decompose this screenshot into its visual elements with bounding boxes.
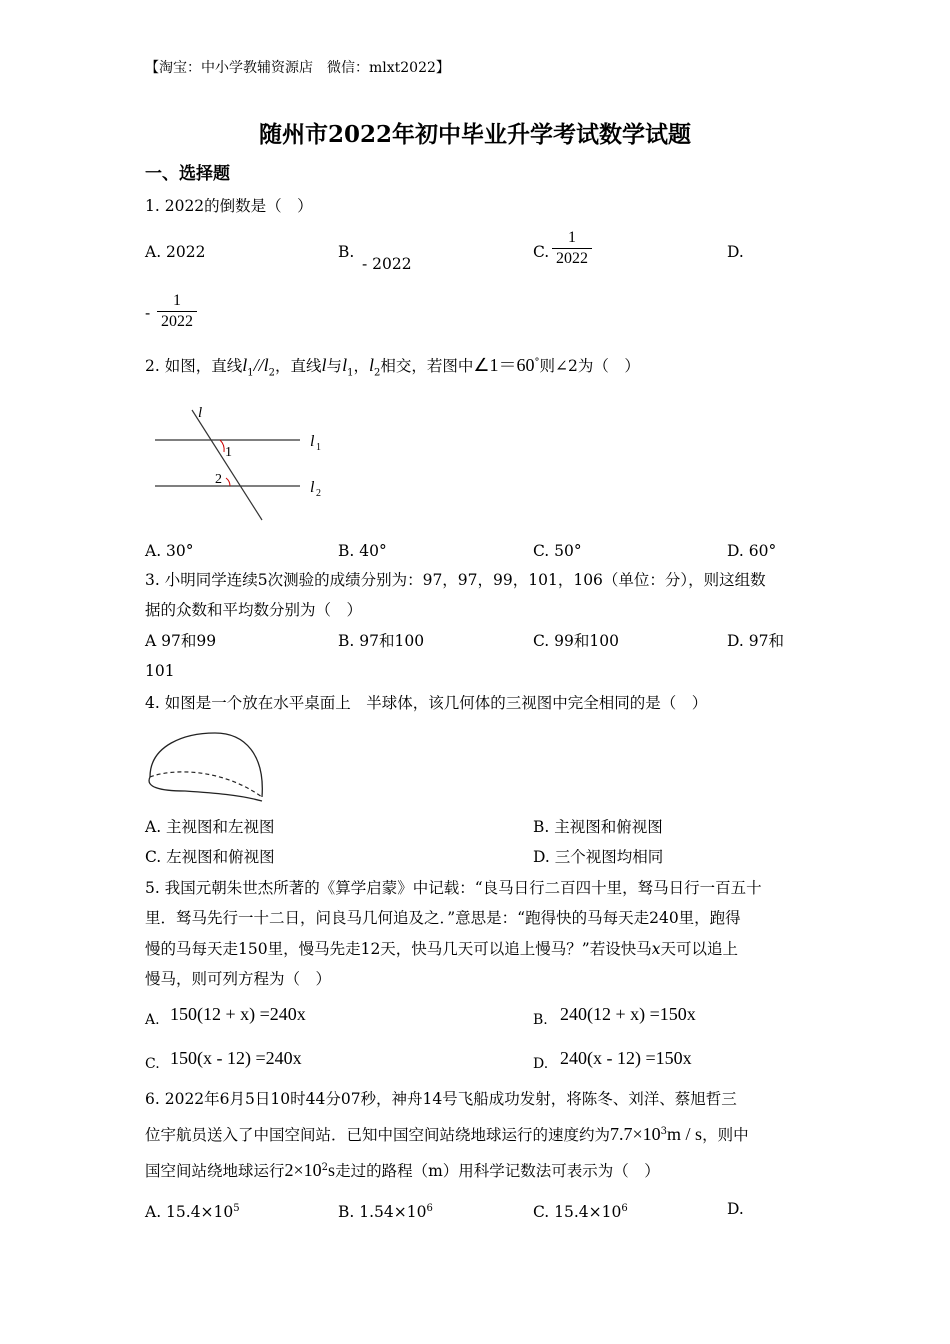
option-b-value: - 2022	[362, 255, 412, 273]
option-d: D. 60°	[727, 542, 777, 560]
option-c: C. 左视图和俯视图	[145, 848, 275, 866]
question-stem-line-3	[145, 1158, 660, 1181]
option-c	[533, 1199, 628, 1222]
option-b	[338, 1199, 433, 1222]
time-value: 2×10	[284, 1160, 322, 1181]
variable-x: x	[651, 940, 661, 958]
stem-text: 2. 如图，直线	[145, 357, 243, 376]
stem-text: 相交，若图中	[380, 357, 474, 376]
stem-text: ，	[353, 357, 369, 376]
option-d-continued: 101	[145, 662, 175, 680]
angle-2-arc	[226, 478, 230, 486]
fraction-numerator: 1	[173, 292, 181, 309]
option-d-equation: 240(x - 12) =150x	[560, 1048, 692, 1068]
fraction-denominator: 2022	[552, 248, 592, 269]
option-b: B. 40°	[338, 542, 387, 560]
question-stem-line-1: 3. 小明同学连续5次测验的成绩分别为：97，97，99，101，106（单位：分），则这组数	[145, 571, 766, 589]
option-text: B. 1.54×10	[338, 1203, 427, 1222]
symbol-l: l	[342, 355, 348, 376]
stem-text: ，直线	[275, 357, 322, 376]
option-a: A. 主视图和左视图	[145, 818, 275, 836]
option-b-label: B.	[338, 243, 355, 261]
question-stem-line-2: 里．驽马先行一十二日，问良马几何追及之．”意思是：“跑得快的马每天走240里，跑得	[145, 909, 741, 927]
stem-text: 与	[326, 357, 343, 376]
stem-text: ，则中	[702, 1126, 749, 1145]
option-c-label: C.	[533, 243, 550, 261]
option-d-sign: -	[145, 304, 151, 322]
label-angle-1: 1	[225, 445, 232, 460]
symbol-l: l	[368, 355, 374, 376]
question-stem-line-4: 慢马，则可列方程为（ ）	[145, 970, 332, 988]
question-stem-line-1: 5. 我国元朝朱世杰所著的《算学启蒙》中记载：“良马日行二百四十里，驽马日行一百五十	[145, 879, 762, 897]
option-a: A. 30°	[145, 542, 194, 560]
hemisphere-base-hidden	[150, 772, 262, 797]
symbol-l: l	[321, 355, 327, 376]
question-stem	[145, 353, 640, 383]
option-a: A. 2022	[145, 243, 206, 261]
option-c-fraction	[552, 228, 592, 269]
exponent: 3	[660, 1126, 668, 1137]
option-c: C. 99和100	[533, 632, 619, 650]
stem-text: 国空间站绕地球运行	[145, 1162, 285, 1181]
option-d: D.	[727, 1200, 744, 1218]
subscript: 2	[268, 367, 276, 379]
symbol-l: l	[242, 355, 248, 376]
question-stem: 4. 如图是一个放在水平桌面上 半球体，该几何体的三视图中完全相同的是（ ）	[145, 694, 708, 712]
speed-value: 7.7×10	[610, 1124, 661, 1145]
option-d: D. 三个视图均相同	[533, 848, 664, 866]
option-text: A. 15.4×10	[145, 1203, 234, 1222]
header-note: 【淘宝：中小学教辅资源店 微信：mlxt2022】	[145, 60, 450, 76]
option-c: C. 50°	[533, 542, 582, 560]
hemisphere-base-front	[149, 777, 262, 801]
degree-symbol: °	[534, 357, 540, 368]
fraction-denominator: 2022	[157, 311, 197, 332]
option-text: C. 15.4×10	[533, 1203, 622, 1222]
exponent: 2	[321, 1162, 329, 1173]
question-stem-line-1: 6. 2022年6月5日10时44分07秒，神舟14号飞船成功发射，将陈冬、刘洋、蔡旭哲三	[145, 1090, 737, 1108]
exponent: 5	[233, 1203, 240, 1214]
stem-text: 则∠2为（ ）	[539, 357, 640, 376]
label-l2: l	[310, 479, 315, 496]
option-b-label: B.	[533, 1012, 548, 1028]
line-l	[192, 410, 262, 520]
stem-text: 慢的马每天走150里，慢马先走12天，快马几天可以追上慢马？”若设快马	[145, 940, 652, 958]
exponent: 6	[426, 1203, 433, 1214]
option-a	[145, 1199, 240, 1222]
option-a: A 97和99	[145, 632, 217, 650]
question-stem-line-2	[145, 1122, 749, 1145]
subscript: 1	[247, 367, 254, 379]
option-d: D. 97和	[727, 632, 784, 650]
label-l: l	[198, 405, 203, 421]
option-d-label: D.	[727, 243, 744, 261]
option-b: B. 主视图和俯视图	[533, 818, 663, 836]
subscript: 2	[373, 367, 381, 379]
exponent: 6	[621, 1203, 628, 1214]
label-l1: l	[310, 433, 315, 450]
option-c-equation: 150(x - 12) =240x	[170, 1048, 302, 1068]
angle-1-arc	[220, 440, 224, 452]
option-a-equation: 150(12 + x) =240x	[170, 1004, 306, 1024]
label-l1-sub: 1	[316, 442, 321, 453]
fraction-numerator: 1	[568, 229, 576, 246]
stem-text: 天可以追上	[660, 940, 738, 958]
hemisphere-figure	[140, 725, 275, 810]
section-heading: 一、选择题	[145, 164, 230, 184]
question-stem-line-3	[145, 939, 738, 959]
stem-text: 位宇航员送入了中国空间站．已知中国空间站绕地球运行的速度约为	[145, 1126, 611, 1145]
parallel-symbol: //	[253, 355, 264, 376]
label-angle-2: 2	[215, 472, 222, 487]
option-b: B. 97和100	[338, 632, 425, 650]
option-c-label: C.	[145, 1056, 160, 1072]
speed-unit: m / s	[667, 1124, 703, 1145]
option-d-fraction	[157, 291, 197, 332]
option-d-label: D.	[533, 1056, 549, 1072]
parallel-lines-figure	[150, 400, 330, 525]
page-title: 随州市2022年初中毕业升学考试数学试题	[258, 121, 691, 148]
option-b-equation: 240(12 + x) =150x	[560, 1004, 696, 1024]
stem-text: 走过的路程（m）用科学记数法可表示为（ ）	[335, 1162, 660, 1181]
symbol-l: l	[263, 355, 269, 376]
question-stem: 1. 2022的倒数是（ ）	[145, 197, 313, 215]
time-unit: s	[328, 1160, 336, 1181]
label-l2-sub: 2	[316, 488, 321, 499]
question-stem-line-2: 据的众数和平均数分别为（ ）	[145, 601, 363, 619]
angle-expression: ∠1＝60	[473, 355, 535, 376]
subscript: 1	[347, 367, 354, 379]
option-a-label: A.	[145, 1012, 160, 1028]
